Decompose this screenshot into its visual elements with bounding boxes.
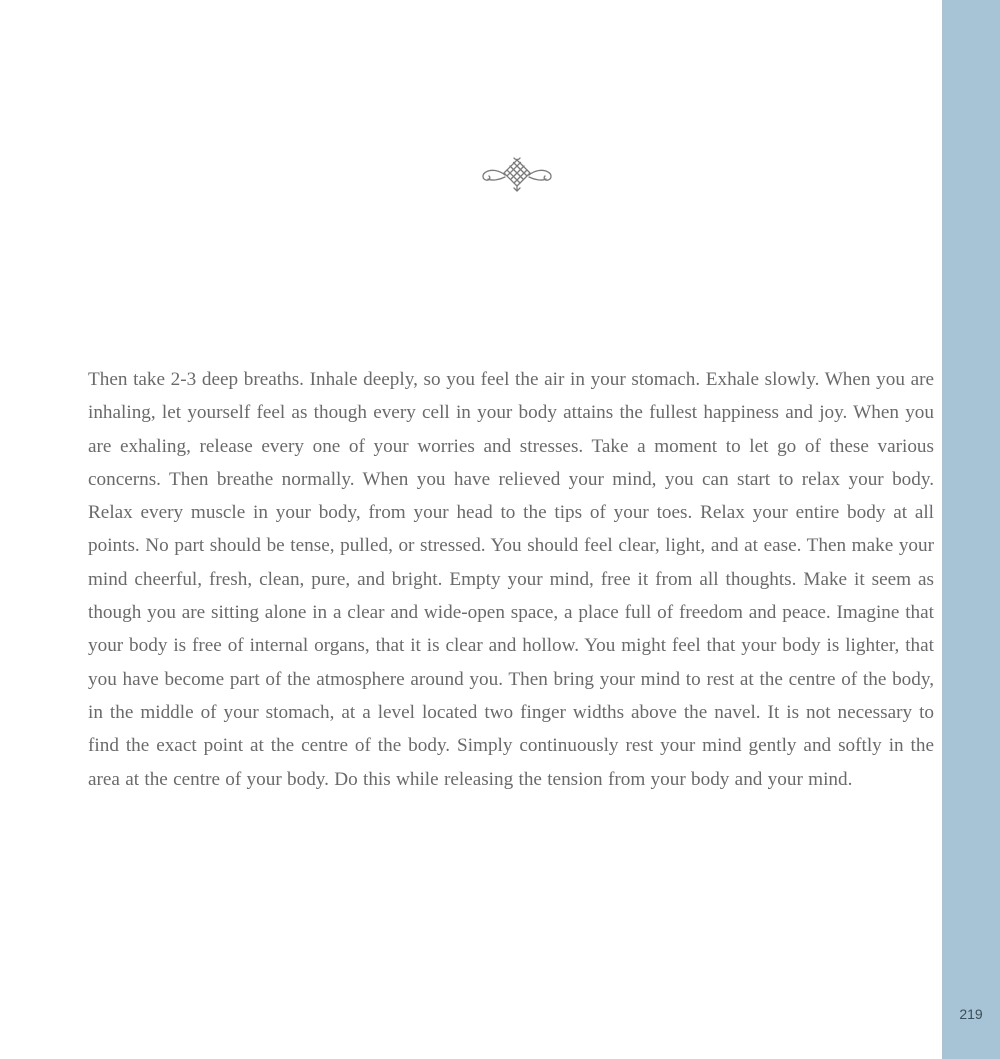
side-color-band <box>942 0 1000 1059</box>
page-number: 219 <box>959 1006 983 1022</box>
body-paragraph: Then take 2-3 deep breaths. Inhale deeply, so you feel the air in your stomach. Exhale slowly. When you are inhaling, let yourself feel as though every cell in your body attains the fullest happiness and joy. When you are exhaling, release every one of your worries and stresses. Take a moment to let go of these various concerns. Then breathe normally. When you have relieved your mind, you can start to relax your body. Relax every muscle in your body, from your head to the tips of your toes. Relax your entire body at all points. No part should be tense, pulled, or stressed. You should feel clear, light, and at ease. Then make your mind cheerful, fresh, clean, pure, and bright. Empty your mind, free it from all thoughts. Make it seem as though you are sitting alone in a clear and wide-open space, a place full of freedom and peace. Imagine that your body is free of internal organs, that it is clear and hollow. You might feel that your body is lighter, that you have become part of the atmosphere around you. Then bring your mind to rest at the centre of the body, in the middle of your stomach, at a level located two finger widths above the navel. It is not necessary to find the exact point at the centre of the body. Simply continuously rest your mind gently and softly in the area at the centre of your body. Do this while releasing the tension from your body and your mind. <box>88 369 934 790</box>
endless-knot-flourish-icon <box>477 155 557 195</box>
